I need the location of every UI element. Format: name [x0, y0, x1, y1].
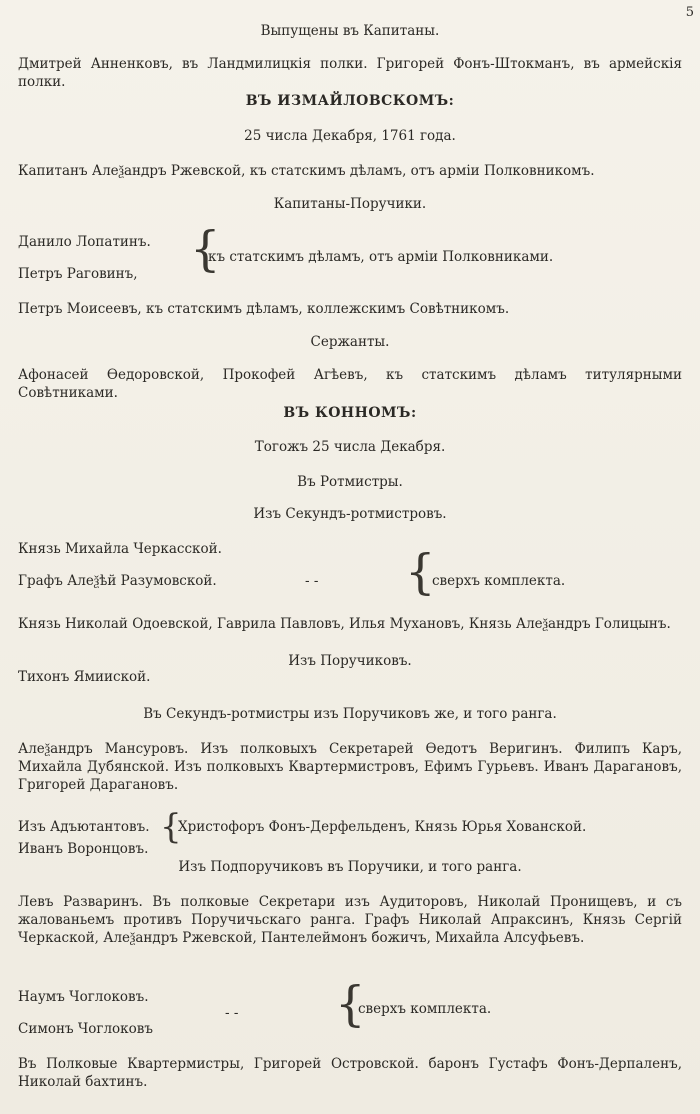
- paragraph-razvarin: Левъ Разваринъ. Въ полковые Секретари изъ Аудиторовъ, Николай Пронищевъ, и съ жалованьемъ противъ Поручичьскаго ранга. Графъ Николай Апраксинъ, Князь Сергій Черкаской, Алеѯандръ Ржевской, Пантелеймонъ божичъ, Михайла Алсуфьевъ.: [18, 894, 682, 946]
- section-heading-sekund-rotmistry: Изъ Секундъ-ротмистровъ.: [253, 506, 447, 522]
- name-cherkasskoy: Князь Михайла Черкасской.: [18, 541, 222, 557]
- paragraph-moiseev: Петръ Моисеевъ, къ статскимъ дѣламъ, коллежскимъ Совѣтникомъ.: [18, 301, 510, 317]
- name-ragovin: Петръ Раговинъ,: [18, 266, 138, 282]
- date-line-horse-guards: Тогожъ 25 числа Декабря.: [254, 439, 446, 455]
- name-vorontsov: Иванъ Воронцовъ.: [18, 841, 149, 857]
- note-captain-lieutenants: къ статскимъ дѣламъ, отъ арміи Полковниками.: [208, 249, 554, 265]
- date-line-izmailovsky: 25 числа Декабря, 1761 года.: [244, 128, 456, 144]
- label-adjutants: Изъ Адъютантовъ.: [18, 819, 150, 835]
- paragraph-odoevskoy: Князь Николай Одоевской, Гаврила Павловъ, Илья Мухановъ, Князь Алеѯандръ Голицынъ.: [18, 616, 671, 632]
- name-naum-choglokov: Наумъ Чоглоковъ.: [18, 989, 149, 1005]
- section-heading-poruchiki: Изъ Поручиковъ.: [288, 653, 412, 669]
- text-adjutants: Христофоръ Фонъ-Дерфельденъ, Князь Юрья Хованской.: [178, 819, 587, 835]
- section-heading-podporuchiki: Изъ Подпоручиковъ въ Поручики, и того ранга.: [178, 859, 522, 875]
- name-simon-choglokov: Симонъ Чоглоковъ: [18, 1021, 153, 1037]
- brace-adjutants: {: [160, 807, 182, 847]
- paragraph-captains: Дмитрей Анненковъ, въ Ландмилицкія полки. Григорей Фонъ-Штокманъ, въ армейскія полки.: [18, 56, 682, 90]
- name-razumovskoy: Графъ Алеѯѣй Разумовской.: [18, 573, 217, 589]
- paragraph-sergeants: Афонасей Ѳедоровской, Прокофей Агѣевъ, къ статскимъ дѣламъ титулярными Совѣтниками.: [18, 367, 682, 401]
- brace-captain-lieutenants: {: [190, 221, 221, 277]
- paragraph-captain-rzhevskoy: Капитанъ Алеѯандръ Ржевской, къ статскимъ дѣламъ, отъ арміи Полковникомъ.: [18, 163, 595, 179]
- note-choglokov: сверхъ комплекта.: [358, 1001, 492, 1017]
- brace-rotmistry: {: [405, 544, 436, 600]
- page-number: 5: [685, 5, 694, 20]
- section-heading-rotmistry: Въ Ротмистры.: [297, 474, 403, 490]
- regiment-heading-izmailovsky: ВЪ ИЗМАЙЛОВСКОМЪ:: [245, 93, 455, 109]
- paragraph-kvartermistry: Въ Полковые Квартермистры, Григорей Островской. баронъ Густафъ Фонъ-Дерпаленъ, Николай бахтинъ.: [18, 1056, 682, 1090]
- name-lopatin: Данило Лопатинъ.: [18, 234, 151, 250]
- dash-leaders: - -: [305, 573, 319, 589]
- name-yamiiskoy: Тихонъ Ямииской.: [18, 669, 151, 685]
- section-heading-sergeants: Сержанты.: [310, 334, 390, 350]
- regiment-heading-horse-guards: ВЪ КОННОМЪ:: [283, 405, 417, 421]
- brace-choglokov: {: [335, 976, 366, 1032]
- note-rotmistry: сверхъ комплекта.: [432, 573, 566, 589]
- section-heading-captains: Выпущены въ Капитаны.: [260, 23, 440, 39]
- section-heading-captain-lieutenants: Капитаны-Поручики.: [273, 196, 427, 212]
- paragraph-mansurov: Алеѯандръ Мансуровъ. Изъ полковыхъ Секретарей Ѳедотъ Веригинъ. Филипъ Каръ, Михайла Дубянской. Изъ полковыхъ Квартермистровъ, Ефимъ Гурьевъ. Иванъ Дарагановъ, Григорей Дарагановъ.: [18, 741, 682, 793]
- dash-leaders-choglokov: - -: [225, 1005, 239, 1021]
- section-heading-sekund-rotmistry-from-poruchiki: Въ Секундъ-ротмистры изъ Поручиковъ же, и того ранга.: [143, 706, 557, 722]
